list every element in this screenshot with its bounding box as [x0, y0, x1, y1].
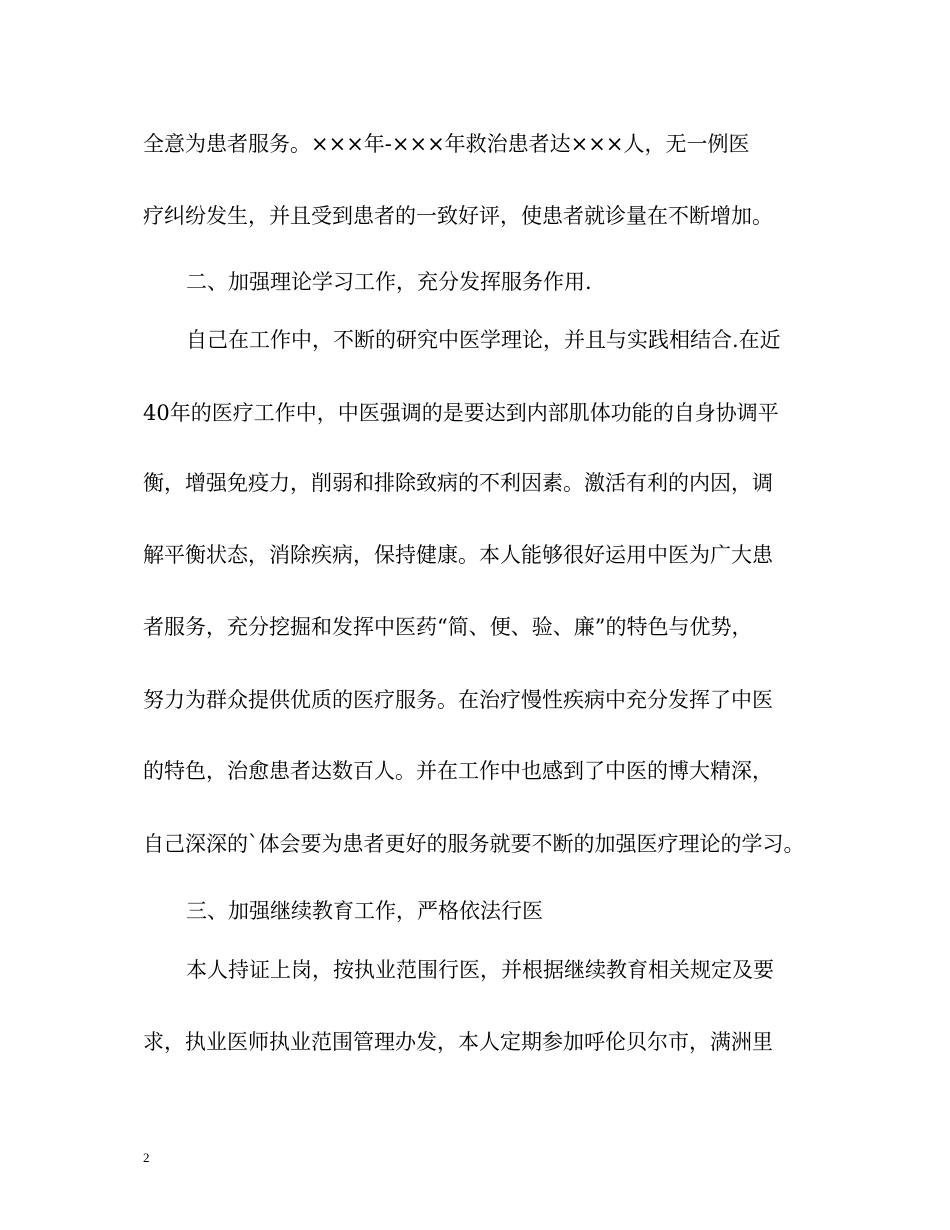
paragraph-line: 解平衡状态，消除疾病，保持健康。本人能够很好运用中医为广大患 [143, 543, 773, 567]
paragraph-line: 求，执业医师执业范围管理办发，本人定期参加呼伦贝尔市，满洲里 [143, 1030, 773, 1054]
paragraph-line: 者服务，充分挖掘和发挥中医药“简、便、验、廉”的特色与优势， [143, 615, 753, 639]
paragraph-line: 全意为患者服务。×××年-×××年救治患者达×××人，无一例医 [143, 132, 750, 156]
paragraph-line: 疗纠纷发生，并且受到患者的一致好评，使患者就诊量在不断增加。 [143, 204, 773, 228]
section-heading: 二、加强理论学习工作，充分发挥服务作用. [186, 270, 592, 294]
paragraph-line: 的特色，治愈患者达数百人。并在工作中也感到了中医的博大精深， [143, 759, 773, 783]
paragraph-line: 自己深深的`体会要为患者更好的服务就要不断的加强医疗理论的学习。 [143, 832, 805, 856]
paragraph-line: 40年的医疗工作中，中医强调的是要达到内部肌体功能的自身协调平 [143, 401, 779, 425]
paragraph-line: 本人持证上岗，按执业范围行医，并根据继续教育相关规定及要 [186, 958, 774, 982]
paragraph-line: 衡，增强免疫力，削弱和排除致病的不利因素。激活有利的内因，调 [143, 471, 773, 495]
section-heading: 三、加强继续教育工作，严格依法行医 [186, 899, 543, 923]
paragraph-line: 努力为群众提供优质的医疗服务。在治疗慢性疾病中充分发挥了中医 [143, 688, 773, 712]
paragraph-line: 自己在工作中，不断的研究中医学理论，并且与实践相结合.在近 [186, 328, 781, 352]
page-number: 2 [143, 1150, 150, 1165]
